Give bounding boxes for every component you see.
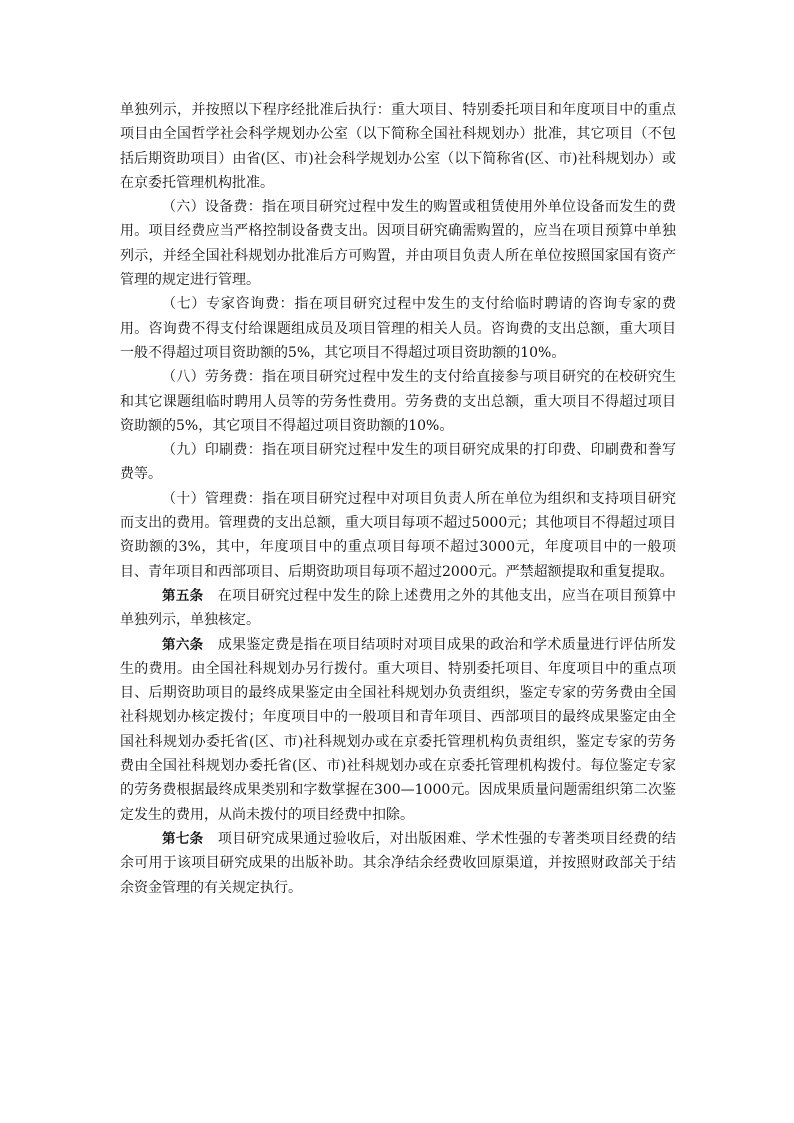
- article-number: 第六条: [162, 636, 204, 653]
- document-page: [120, 98, 676, 900]
- article-text: 成果鉴定费是指在项目结项时对项目成果的政治和学术质量进行评估所发生的费用。由全国社科规划办另行拨付。重大项目、特别委托项目、年度项目中的重点项目、后期资助项目的最终成果鉴定由全国社科规划办负责组织，鉴定专家的劳务费由全国社科规划办核定拨付；年度项目中的一般项目和青年项目、西部项目的最终成果鉴定由全国社科规划办委托省(区、市)社科规划办或在京委托管理机构负责组织，鉴定专家的劳务费由全国社科规划办委托省(区、市)社科规划办或在京委托管理机构拨付。每位鉴定专家的劳务费根据最终成果类别和字数掌握在300—1000元。因成果质量问题需组织第二次鉴定发生的费用，从尚未拨付的项目经费中扣除。: [120, 636, 677, 823]
- paragraph-printing-fee: （九）印刷费：指在项目研究过程中发生的项目研究成果的打印费、印刷费和誊写费等。: [120, 442, 676, 483]
- paragraph-labor-fee: （八）劳务费：指在项目研究过程中发生的支付给直接参与项目研究的在校研究生和其它课题组临时聘用人员等的劳务性费用。劳务费的支出总额，重大项目不得超过项目资助额的5%，其它项目不得超过项目资助额的10%。: [120, 369, 676, 434]
- article-five: [120, 584, 676, 633]
- article-number: 第七条: [162, 830, 204, 847]
- article-text: 在项目研究过程中发生的除上述费用之外的其他支出，应当在项目预算中单独列示，单独核定。: [120, 587, 677, 629]
- paragraph-equipment-fee: （六）设备费：指在项目研究过程中发生的购置或租赁使用外单位设备而发生的费用。项目经费应当严格控制设备费支出。因项目研究确需购置的，应当在项目预算中单独列示，并经全国社科规划办批准后方可购置，并由项目负责人所在单位按照国家国有资产管理的规定进行管理。: [120, 199, 676, 289]
- paragraph-management-fee: （十）管理费：指在项目研究过程中对项目负责人所在单位为组织和支持项目研究而支出的费用。管理费的支出总额，重大项目每项不超过5000元；其他项目不得超过项目资助额的3%，其中，年度项目中的重点项目每项不超过3000元，年度项目中的一般项目、青年项目和西部项目、后期资助项目每项不超过2000元。严禁超额提取和重复提取。: [120, 490, 676, 580]
- article-seven: [120, 827, 676, 900]
- article-six: [120, 633, 676, 827]
- article-number: 第五条: [162, 587, 204, 604]
- paragraph-continuation: 单独列示，并按照以下程序经批准后执行：重大项目、特别委托项目和年度项目中的重点项目由全国哲学社会科学规划办公室（以下简称全国社科规划办）批准，其它项目（不包括后期资助项目）由省(区、市)社会科学规划办公室（以下简称省(区、市)社科规划办）或在京委托管理机构批准。: [120, 102, 676, 191]
- article-text: 项目研究成果通过验收后，对出版困难、学术性强的专著类项目经费的结余可用于该项目研究成果的出版补助。其余净结余经费收回原渠道，并按照财政部关于结余资金管理的有关规定执行。: [120, 830, 677, 896]
- paragraph-expert-consulting-fee: （七）专家咨询费：指在项目研究过程中发生的支付给临时聘请的咨询专家的费用。咨询费不得支付给课题组成员及项目管理的相关人员。咨询费的支出总额，重大项目一般不得超过项目资助额的5%，其它项目不得超过项目资助额的10%。: [120, 296, 676, 361]
